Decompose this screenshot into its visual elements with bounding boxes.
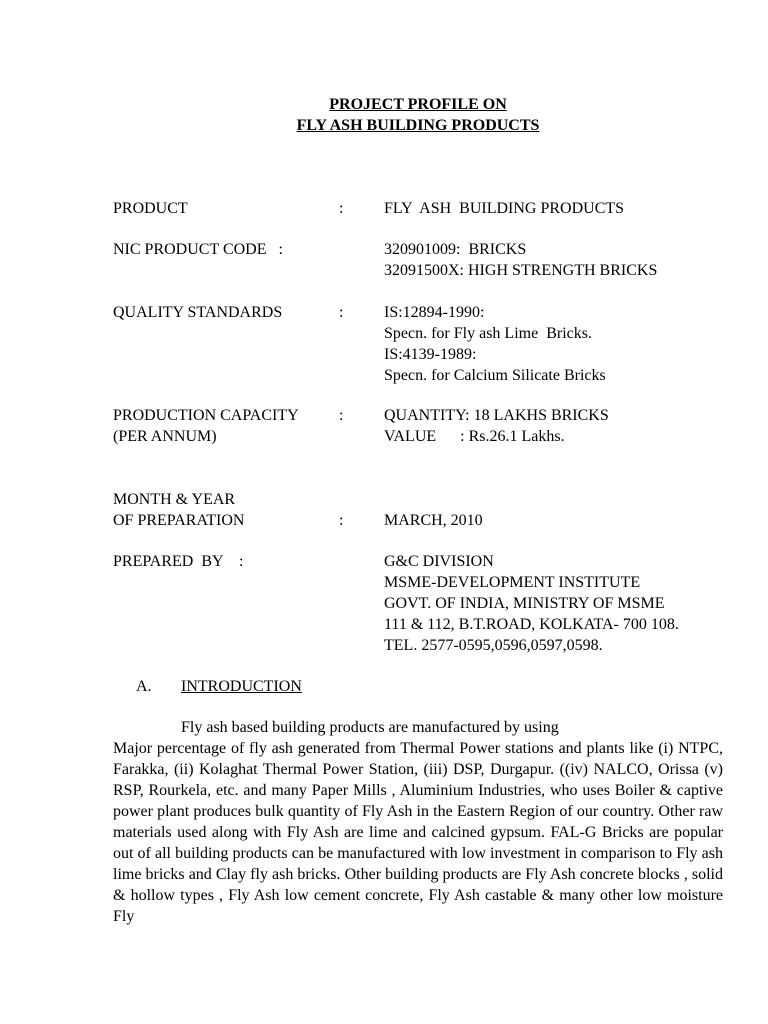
month-label-2: OF PREPARATION: [113, 512, 245, 529]
introduction-first-line: Fly ash based building products are manufactured by using: [181, 719, 559, 736]
document-title-line2: FLY ASH BUILDING PRODUCTS: [296, 117, 540, 134]
nic-code-label: NIC PRODUCT CODE :: [113, 241, 283, 258]
section-letter: A.: [136, 678, 152, 695]
introduction-body: Major percentage of fly ash generated from Thermal Power stations and plants like (i) NTPC, Farakka, (ii) Kolaghat Thermal Power Station, (iii) DSP, Durgapur. ((iv) NALCO, Orissa (v) RSP, Rourkela, etc. and many Paper Mills , Aluminium Industries, who uses Boiler & captive power plant produces bulk quantity of Fly Ash in the Eastern Region of our country. Other raw materials used along with Fly Ash are lime and calcined gypsum. FAL-G Bricks are popular out of all building products can be manufactured with low investment in comparison to Fly ash lime bricks and Clay fly ash bricks. Other building products are Fly Ash concrete blocks , solid & hollow types , Fly Ash low cement concrete, Fly Ash castable & many other low moisture Fly: [113, 740, 723, 925]
prepared-by-value-3: GOVT. OF INDIA, MINISTRY OF MSME: [384, 595, 665, 612]
capacity-value-1: QUANTITY: 18 LAKHS BRICKS: [384, 407, 609, 424]
capacity-label-2: (PER ANNUM): [113, 428, 217, 445]
month-label-1: MONTH & YEAR: [113, 491, 236, 508]
prepared-by-value-5: TEL. 2577-0595,0596,0597,0598.: [384, 637, 603, 654]
prepared-by-value-2: MSME-DEVELOPMENT INSTITUTE: [384, 574, 641, 591]
capacity-label-1: PRODUCTION CAPACITY: [113, 407, 299, 424]
product-colon: :: [339, 200, 344, 217]
month-colon: :: [339, 512, 344, 529]
prepared-by-value-4: 111 & 112, B.T.ROAD, KOLKATA- 700 108.: [384, 616, 679, 633]
nic-code-value-2: 32091500X: HIGH STRENGTH BRICKS: [384, 262, 658, 279]
document-title-line1: PROJECT PROFILE ON: [329, 96, 507, 113]
introduction-paragraph: [113, 717, 723, 927]
quality-value-3: IS:4139-1989:: [384, 346, 477, 363]
capacity-value-2: VALUE : Rs.26.1 Lakhs.: [384, 428, 565, 445]
product-value: FLY ASH BUILDING PRODUCTS: [384, 200, 625, 217]
quality-colon: :: [339, 304, 344, 321]
nic-code-value-1: 320901009: BRICKS: [384, 241, 527, 258]
quality-value-4: Specn. for Calcium Silicate Bricks: [384, 367, 606, 384]
quality-value-1: IS:12894-1990:: [384, 304, 485, 321]
prepared-by-label: PREPARED BY :: [113, 553, 244, 570]
quality-value-2: Specn. for Fly ash Lime Bricks.: [384, 325, 592, 342]
section-title: INTRODUCTION: [181, 678, 302, 695]
month-value: MARCH, 2010: [384, 512, 483, 529]
product-label: PRODUCT: [113, 200, 188, 217]
quality-label: QUALITY STANDARDS: [113, 304, 283, 321]
capacity-colon: :: [339, 407, 344, 424]
prepared-by-value-1: G&C DIVISION: [384, 553, 494, 570]
